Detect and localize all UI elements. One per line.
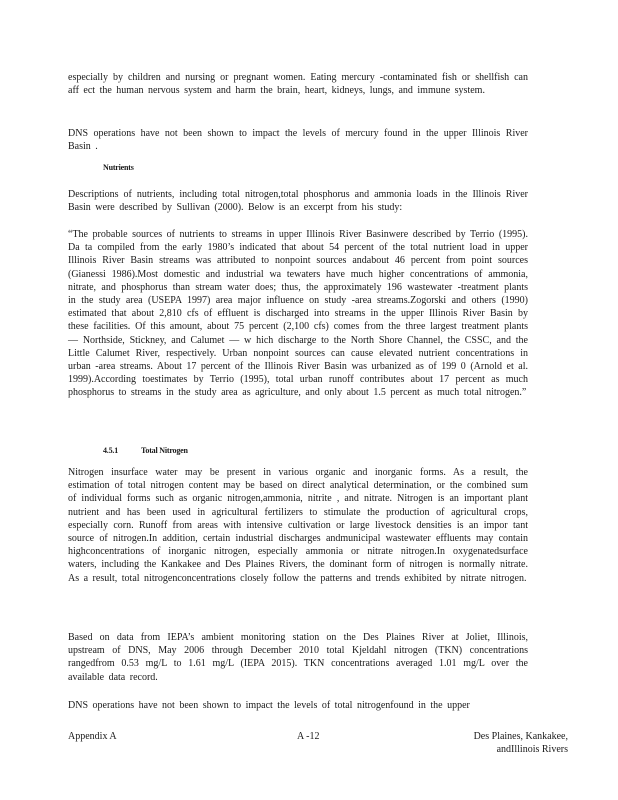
- paragraph-tkn-data: Based on data from IEPA’s ambient monitoring station on the Des Plaines River at Joliet, Illinois, upstream of DNS, May 2006 through December 2010 total Kjeldahl nitrogen (TKN) concentrations rangedfrom 0.53 mg/L to 1.61 mg/L (IEPA 2015). TKN concentrations averaged 1.01 mg/L over the available data record.: [68, 632, 528, 683]
- footer-title-line-2: andIllinois Rivers: [496, 744, 568, 755]
- section-title-total-nitrogen: Total Nitrogen: [141, 446, 188, 455]
- paragraph-nitrogen-forms: Nitrogen insurface water may be present in various organic and inorganic forms. As a result, the estimation of total nitrogen content may be based on direct analytical determination, or the combined sum of individual forms such as organic nitrogen,ammonia, nitrite , and nitrate. Nitrogen is an important plant nutrient and has been used in agricultural fertilizers to stimulate the production of agricultural crops, especially corn. Runoff from areas with intensive cultivation or large livestock densities is an impor tant source of nitrogen.In addition, certain industrial discharges andmunicipal wastewater effluents may contain highconcentrations of inorganic nitrogen, especially ammonia or nitrate nitrogen.In oxygenatedsurface waters, including the Kankakee and Des Plaines Rivers, the dominant form of nitrogen is normally nitrate. As a result, total nitrogenconcentrations closely follow the patterns and trends exhibited by nitrate nitrogen.: [68, 467, 528, 584]
- heading-nutrients: Nutrients: [103, 163, 134, 172]
- footer-appendix-label: Appendix A: [68, 731, 117, 742]
- footer-title-line-1: Des Plaines, Kankakee,: [473, 731, 568, 742]
- paragraph-mercury-effects: especially by children and nursing or pregnant women. Eating mercury -contaminated fish or shellfish can aff ect the human nervous system and harm the brain, heart, kidneys, lungs, and immune system.: [68, 72, 528, 97]
- section-number: 4.5.1: [103, 446, 119, 455]
- paragraph-mercury-dns: DNS operations have not been shown to impact the levels of mercury found in the upper Illinois River Basin .: [68, 128, 528, 153]
- footer-page-number: A -12: [297, 731, 320, 742]
- paragraph-sullivan-excerpt: “The probable sources of nutrients to streams in upper Illinois River Basinwere described by Terrio (1995). Da ta compiled from the early 1980’s indicated that about 54 percent of the total nutrient load in upper Illinois River Basin streams was attributed to nonpoint sources andabout 46 percent from point sources (Gianessi 1986).Most domestic and industrial wa tewaters have much higher concentrations of ammonia, nitrate, and phosphorus than stream water does; thus, the approximately 196 wastewater -treatment plants in the study area (USEPA 1997) area major influence on study -area streams.Zogorski and others (1990) estimated that about 2,810 cfs of effluent is discharged into streams in the upper Illinois River Basin by these facilities. Of this amount, about 75 percent (2,100 cfs) comes from the three largest treatment plants — Northside, Stickney, and Calumet — w hich discharge to the North Shore Channel, the CSSC, and the Little Calumet River, respectively. Urban nonpoint sources can cause elevated nutrient concentrations in urban -area streams. About 17 percent of the Illinois River Basin was urbanized as of 199 0 (Arnold et al. 1999).According toestimates by Terrio (1995), total urban runoff contributes about 17 percent as much phosphorus to streams in the study area as agriculture, and only about 1.5 percent as much total nitrogen.”: [68, 229, 528, 399]
- footer-document-title: [420, 730, 568, 756]
- paragraph-nutrients-intro: Descriptions of nutrients, including total nitrogen,total phosphorus and ammonia loads in the Illinois River Basin were described by Sullivan (2000). Below is an excerpt from his study:: [68, 189, 528, 214]
- paragraph-nitrogen-dns: DNS operations have not been shown to impact the levels of total nitrogenfound in the upper: [68, 700, 470, 711]
